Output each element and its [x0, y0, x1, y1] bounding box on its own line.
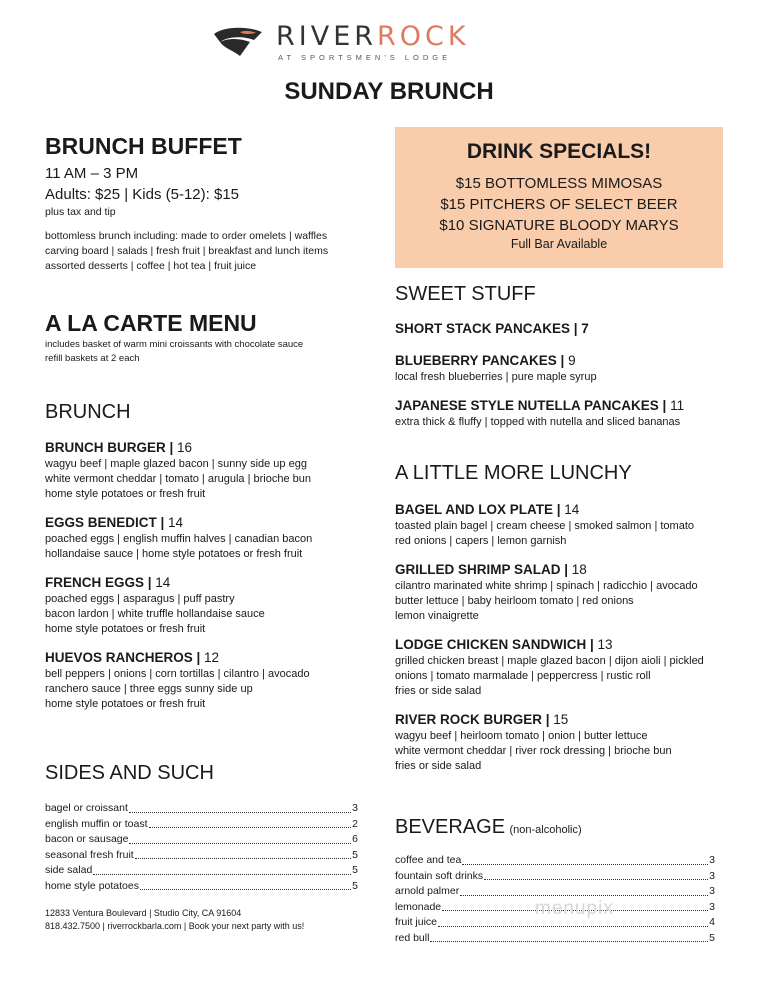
item-desc: home style potatoes or fresh fruit: [45, 488, 206, 500]
beverage-heading: BEVERAGE: [395, 816, 506, 838]
item-desc: toasted plain bagel | cream cheese | smoked salmon | tomato: [395, 520, 695, 532]
buffet-line: bottomless brunch including: made to order omelets | waffles: [45, 230, 328, 242]
item-price: 14: [151, 575, 171, 590]
lunchy-section: [395, 461, 735, 774]
item-desc: grilled chicken breast | maple glazed bacon | dijon aioli | pickled: [395, 655, 704, 667]
side-item: bagel or croissant 3: [45, 802, 358, 814]
item-price: 12: [200, 650, 220, 665]
brand-logo: [210, 22, 530, 64]
buffet-heading: BRUNCH BUFFET: [45, 133, 242, 159]
item-desc: home style potatoes or fresh fruit: [45, 623, 206, 635]
item-desc: bell peppers | onions | corn tortillas | cilantro | avocado: [45, 668, 310, 680]
item-desc: butter lettuce | baby heirloom tomato | red onions: [395, 595, 634, 607]
sweet-stuff-section: [395, 282, 730, 430]
footer-address: 12833 Ventura Boulevard | Studio City, CA 91604: [45, 908, 242, 918]
logo-subtitle: AT SPORTSMEN'S LODGE: [278, 53, 452, 62]
page-title: SUNDAY BRUNCH: [284, 78, 494, 105]
menu-item: [395, 397, 730, 430]
sweet-heading: SWEET STUFF: [395, 283, 536, 305]
beverage-item: lemonade 3: [395, 900, 715, 913]
item-name: BAGEL AND LOX PLATE |: [395, 502, 561, 517]
beverage-item: red bull 5: [395, 931, 715, 944]
item-desc: hollandaise sauce | home style potatoes or fresh fruit: [45, 548, 303, 560]
side-item: home style potatoes 5: [45, 879, 358, 892]
item-desc: wagyu beef | heirloom tomato | onion | butter lettuce: [395, 730, 648, 742]
brunch-heading: BRUNCH: [45, 401, 131, 423]
sides-section: [45, 761, 358, 894]
item-desc: home style potatoes or fresh fruit: [45, 698, 206, 710]
beverage-item: arnold palmer 3: [395, 885, 715, 897]
buffet-prices: Adults: $25 | Kids (5-12): $15: [45, 186, 240, 203]
buffet-line: carving board | salads | fresh fruit | breakfast and lunch items: [45, 245, 329, 257]
menu-item: [395, 636, 735, 699]
fish-logo-icon: [210, 24, 266, 58]
item-price: 14: [164, 515, 184, 530]
item-price: 18: [568, 562, 587, 577]
item-desc: red onions | capers | lemon garnish: [395, 535, 567, 547]
drink-special: $15 PITCHERS OF SELECT BEER: [440, 196, 678, 213]
brunch-section: [45, 400, 363, 712]
item-desc: white vermont cheddar | tomato | arugula | brioche bun: [45, 473, 311, 485]
a-la-carte-line: refill baskets at 2 each: [45, 353, 140, 364]
item-desc: bacon lardon | white truffle hollandaise sauce: [45, 608, 265, 620]
menu-item: [45, 649, 363, 712]
beverage-section: [395, 815, 715, 946]
item-desc: local fresh blueberries | pure maple syrup: [395, 371, 597, 383]
menu-item: [395, 561, 735, 624]
item-name: EGGS BENEDICT |: [45, 515, 165, 530]
menu-item: [45, 514, 363, 562]
buffet-line: assorted desserts | coffee | hot tea | fruit juice: [45, 260, 257, 272]
side-item: english muffin or toast 2: [45, 817, 358, 830]
item-price: 14: [560, 502, 580, 517]
beverage-note: (non-alcoholic): [509, 824, 582, 836]
item-name: JAPANESE STYLE NUTELLA PANCAKES |: [395, 398, 667, 413]
a-la-carte-section: [45, 309, 363, 366]
item-desc: fries or side salad: [395, 760, 482, 772]
beverage-item: fountain soft drinks 3: [395, 869, 715, 882]
item-price: 9: [564, 353, 576, 368]
footer: [45, 907, 365, 933]
a-la-carte-line: includes basket of warm mini croissants with chocolate sauce: [45, 339, 304, 350]
full-bar-note: Full Bar Available: [510, 237, 608, 251]
menu-item: [45, 574, 363, 637]
item-desc: lemon vinaigrette: [395, 610, 479, 622]
item-name: FRENCH EGGS |: [45, 575, 152, 590]
item-desc: white vermont cheddar | river rock dressing | brioche bun: [395, 745, 672, 757]
item-price: 13: [593, 637, 613, 652]
item-price: 15: [549, 712, 569, 727]
footer-contact: 818.432.7500 | riverrockbarla.com | Book your next party with us!: [45, 921, 305, 931]
menu-item: [395, 320, 730, 338]
side-item: bacon or sausage 6: [45, 833, 358, 845]
menu-item: [395, 352, 730, 385]
item-desc: extra thick & fluffy | topped with nutella and sliced bananas: [395, 416, 681, 428]
item-desc: ranchero sauce | three eggs sunny side up: [45, 683, 253, 695]
item-desc: wagyu beef | maple glazed bacon | sunny side up egg: [45, 458, 307, 470]
side-item: seasonal fresh fruit 5: [45, 848, 358, 861]
sides-heading: SIDES AND SUCH: [45, 762, 214, 784]
drink-specials-heading: DRINK SPECIALS!: [466, 140, 652, 163]
menu-item: [45, 439, 363, 502]
watermark: menupix: [535, 898, 614, 919]
item-desc: onions | tomato marmalade | peppercress | rustic roll: [395, 670, 651, 682]
drink-special: $15 BOTTOMLESS MIMOSAS: [455, 175, 663, 192]
menu-item: [395, 711, 735, 774]
item-name: RIVER ROCK BURGER |: [395, 712, 550, 727]
item-price: 7: [577, 321, 589, 336]
item-name: BLUEBERRY PANCAKES |: [395, 353, 565, 368]
side-item: side salad 5: [45, 864, 358, 876]
item-name: SHORT STACK PANCAKES |: [395, 321, 578, 336]
drink-specials-box: [395, 127, 723, 268]
item-price: 16: [173, 440, 193, 455]
drink-special: $10 SIGNATURE BLOODY MARYS: [439, 217, 679, 234]
item-desc: fries or side salad: [395, 685, 482, 697]
beverage-item: coffee and tea 3: [395, 854, 715, 866]
item-name: HUEVOS RANCHEROS |: [45, 650, 201, 665]
item-desc: poached eggs | english muffin halves | canadian bacon: [45, 533, 313, 545]
item-name: LODGE CHICKEN SANDWICH |: [395, 637, 594, 652]
buffet-hours: 11 AM – 3 PM: [45, 165, 139, 182]
item-name: GRILLED SHRIMP SALAD |: [395, 562, 569, 577]
item-price: 11: [666, 398, 685, 413]
item-desc: cilantro marinated white shrimp | spinach | radicchio | avocado: [395, 580, 698, 592]
item-name: BRUNCH BURGER |: [45, 440, 174, 455]
lunchy-heading: A LITTLE MORE LUNCHY: [395, 462, 632, 484]
item-desc: poached eggs | asparagus | puff pastry: [45, 593, 235, 605]
menu-item: [395, 501, 735, 549]
logo-wordmark: RIVERROCK: [276, 21, 470, 52]
a-la-carte-heading: A LA CARTE MENU: [45, 310, 257, 336]
buffet-tax-note: plus tax and tip: [45, 206, 116, 218]
brunch-buffet-section: [45, 132, 363, 274]
beverage-item: fruit juice 4: [395, 916, 715, 928]
